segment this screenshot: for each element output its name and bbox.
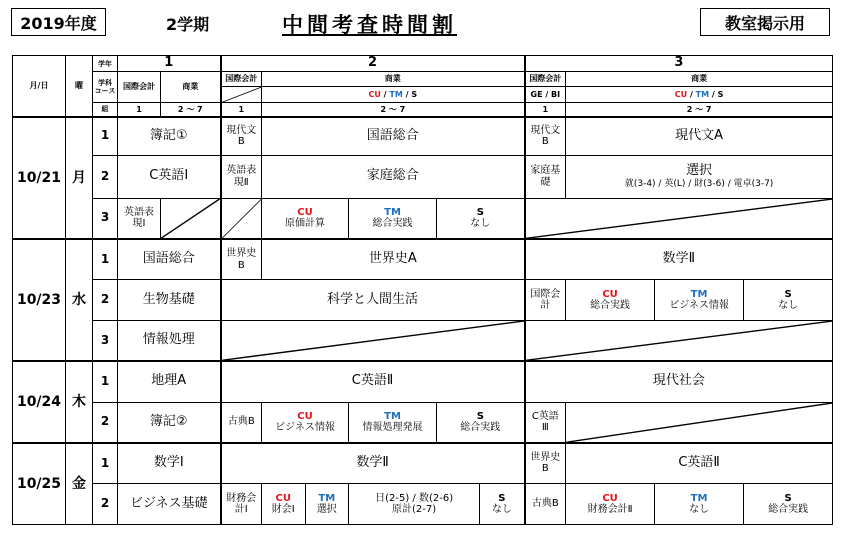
thu-p2-g2-tm-label: TM (384, 410, 401, 422)
page-title: 中間考査時間割 (282, 13, 457, 37)
wed-p2-g3-kokusai (525, 280, 566, 321)
exam-timetable (12, 55, 833, 525)
wed-p1-g2-kokusai (221, 239, 262, 280)
period-3: 3 (93, 198, 118, 239)
fri-p2-g2-kokusai-label: 財務会計Ⅰ (226, 492, 257, 516)
g3-tm: TM (695, 89, 710, 99)
wed-p1-g2-shogyo: 世界史A (262, 239, 525, 280)
fri-p2-g2-tm-detail (349, 484, 480, 524)
mon-p1-g2-kokusai-label: 現代文B (226, 124, 257, 148)
wed-p2-g3-s-subject: なし (778, 300, 799, 312)
grade-2: 2 (221, 56, 525, 72)
wed-p2-g3-tm-label: TM (690, 288, 708, 300)
mon-p3-g2-s-subject: なし (470, 218, 491, 230)
wed-p1-g1: 国語総合 (118, 239, 221, 280)
fri-p1-g3-kokusai (525, 443, 566, 484)
thu-p1-g1: 地理A (118, 361, 221, 402)
mon-p2-g3-sentaku-detail: 就(3-4) / 英(L) / 財(3-6) / 電卓(3-7) (624, 179, 774, 190)
fri-p2-g2-cu-subject: 財会Ⅰ (271, 504, 295, 516)
thu-p2-g2-s-label: S (476, 410, 484, 422)
period-1: 1 (93, 443, 118, 484)
thu-p2-g2-tm (349, 402, 437, 443)
period-3: 3 (93, 320, 118, 361)
wed-p2-g3-s-label: S (784, 288, 792, 300)
fri-p2-g3-tm-subject: なし (689, 504, 710, 516)
g3-kokusai: 国際会計 (525, 72, 566, 86)
wed-p2-g3-tm-subject: ビジネス情報 (669, 300, 729, 312)
thu-p2-g2-s (437, 402, 525, 443)
fri-p2-g2-detail-s-cell (349, 484, 525, 525)
mon-p3-g3-empty (525, 198, 833, 239)
slash: / (405, 89, 409, 99)
mon-p3-g2-cu-label: CU (297, 206, 313, 218)
fri-p2-g3-tm-label: TM (690, 492, 708, 504)
mon-p2-g2-kokusai-label: 英語表現Ⅱ (226, 165, 257, 188)
mon-p3-g2-tm-label: TM (384, 206, 401, 218)
grade-1: 1 (118, 56, 221, 72)
g2-cu: CU (368, 89, 381, 99)
g2-course-blank (221, 86, 262, 102)
thu-p1-g2: C英語Ⅱ (221, 361, 525, 402)
year-label: 2019年度 (20, 13, 97, 33)
mon-p1-g3-shogyo: 現代文A (566, 117, 833, 156)
fri-p2-g3-tm (655, 484, 744, 525)
fri-p2-g1: ビジネス基礎 (118, 484, 221, 525)
fri-p2-g2-tm (306, 484, 349, 524)
mon-p3-g2-s-label: S (476, 206, 484, 218)
thu-p2-g2-cu (262, 402, 349, 443)
wed-p3-g1: 情報処理 (118, 320, 221, 361)
g2-shogyo: 商業 (262, 72, 525, 86)
fri-p2-g2-s (480, 484, 523, 524)
wed-p2-g3-tm (655, 280, 744, 321)
mon-p2-g3-sentaku: 選択 (686, 163, 713, 179)
thu-p2-g3-kokusai (525, 402, 566, 443)
g3-cu: CU (674, 89, 688, 99)
wed-p1-g2-kokusai-label: 世界史B (226, 248, 257, 271)
mon-p3-g1-kokusai-label: 英語表現Ⅰ (124, 206, 154, 230)
g3-shogyo: 商業 (566, 72, 833, 86)
g2-kokusai: 国際会計 (221, 72, 262, 86)
fri-p2-g2-cu (262, 484, 306, 524)
thu-p2-g2-cu-subject: ビジネス情報 (275, 422, 335, 434)
fri-p2-g2-kokusai (221, 484, 262, 525)
thu-p2-g2-kokusai: 古典B (221, 402, 262, 443)
year-box (11, 8, 106, 36)
fri-p2-g2-tm-label: TM (318, 492, 336, 504)
thu-p2-g3-kokusai-label: C英語Ⅲ (531, 410, 559, 434)
mon-p1-g2-shogyo: 国語総合 (262, 117, 525, 156)
class-header: 組 (93, 102, 118, 116)
g3-class-2-7: 2 ～ 7 (566, 102, 833, 116)
fri-p2-g3-s-subject: 総合実践 (768, 504, 809, 516)
fri-p1-g3-shogyo: C英語Ⅱ (566, 443, 833, 484)
date-1024: 10/24 (13, 361, 66, 443)
weekday-1024: 木 (66, 361, 93, 443)
wed-p3-g3-empty (525, 320, 833, 361)
wed-p2-g3-s (744, 280, 833, 321)
mon-p3-g2-kokusai-empty (221, 198, 262, 239)
thu-p2-g1: 簿記② (118, 402, 221, 443)
fri-p2-g2-cu-label: CU (275, 492, 291, 504)
mon-p1-g1: 簿記① (118, 117, 221, 156)
mon-p2-g2-shogyo: 家庭総合 (262, 155, 525, 198)
weekday-1025: 金 (66, 443, 93, 525)
thu-p1-g3: 現代社会 (525, 361, 833, 402)
g1-kokusai: 国際会計 (118, 72, 161, 103)
mon-p3-g2-s (437, 198, 525, 239)
fri-p2-g2-s-subject: なし (491, 504, 512, 516)
wed-p2-g3-kokusai-label: 国際会計 (530, 288, 561, 312)
period-2: 2 (93, 280, 118, 321)
room-display-label: 教室掲示用 (724, 13, 805, 33)
wed-p2-g1: 生物基礎 (118, 280, 221, 321)
period-2: 2 (93, 484, 118, 525)
g1-class-1: 1 (118, 102, 161, 116)
semester-label: 2学期 (166, 15, 210, 34)
period-1: 1 (93, 239, 118, 280)
fri-p2-g2-tm-detail-1: 日(2-5) / 数(2-6) (375, 492, 454, 504)
period-1: 1 (93, 361, 118, 402)
mon-p2-g1: C英語Ⅰ (118, 155, 221, 198)
thu-p2-g3-empty (566, 402, 833, 443)
room-display-box (700, 8, 830, 36)
wed-p2-g3-cu-subject: 総合実践 (590, 300, 631, 312)
grade-header: 学年 (93, 56, 118, 72)
mon-p3-g2-cu-subject: 原価計算 (285, 218, 326, 230)
slash: / (383, 89, 387, 99)
mon-p2-g3-shogyo (566, 155, 833, 198)
g3-gebi: GE / BI (525, 86, 566, 102)
date-1023: 10/23 (13, 239, 66, 361)
fri-p2-g3-cu (566, 484, 655, 525)
fri-p2-g2-cu-tm-cell (262, 484, 349, 525)
mon-p3-g1-kokusai (118, 198, 161, 239)
mon-p1-g2-kokusai (221, 117, 262, 156)
mon-p3-g1-shogyo-empty (161, 198, 221, 239)
fri-p2-g3-kokusai: 古典B (525, 484, 566, 525)
fri-p2-g2-tm-subject: 選択 (316, 504, 337, 516)
mon-p2-g2-kokusai (221, 155, 262, 198)
wed-p2-g3-cu (566, 280, 655, 321)
wed-p2-g3-cu-label: CU (602, 288, 618, 300)
period-2: 2 (93, 402, 118, 443)
fri-p1-g3-kokusai-label: 世界史B (530, 451, 561, 475)
mon-p1-g3-kokusai-label: 現代文B (530, 124, 561, 148)
grade-3: 3 (525, 56, 833, 72)
fri-p1-g2: 数学Ⅱ (221, 443, 525, 484)
thu-p2-g2-s-subject: 総合実践 (460, 422, 501, 434)
period-1: 1 (93, 117, 118, 156)
fri-p2-g3-cu-subject: 財務会計Ⅱ (587, 504, 633, 516)
wed-p3-g2-empty (221, 320, 525, 361)
fri-p2-g3-cu-label: CU (602, 492, 618, 504)
slash: / (711, 89, 715, 99)
g2-class-2-7: 2 ～ 7 (262, 102, 525, 116)
weekday-header: 曜 (66, 56, 93, 117)
slash: / (689, 89, 693, 99)
g2-s: S (411, 89, 418, 99)
month-day-header: 月/日 (13, 56, 66, 117)
mon-p3-g2-tm (349, 198, 437, 239)
period-2: 2 (93, 155, 118, 198)
wed-p2-g2: 科学と人間生活 (221, 280, 525, 321)
g2-tm: TM (389, 89, 403, 99)
mon-p3-g2-tm-subject: 総合実践 (372, 218, 413, 230)
course-sub-label: コース (94, 87, 116, 96)
g2-class-1: 1 (221, 102, 262, 116)
mon-p2-g3-kokusai-label: 家庭基礎 (530, 165, 561, 188)
fri-p2-g2-s-label: S (498, 492, 506, 504)
mon-p2-g3-kokusai (525, 155, 566, 198)
mon-p3-g2-cu (262, 198, 349, 239)
fri-p1-g1: 数学Ⅰ (118, 443, 221, 484)
thu-p2-g2-tm-subject: 情報処理発展 (362, 422, 423, 434)
thu-p2-g2-cu-label: CU (297, 410, 313, 422)
g2-course-list (262, 86, 525, 102)
g1-class-2-7: 2 ～ 7 (161, 102, 221, 116)
fri-p2-g3-s (744, 484, 833, 525)
g3-s: S (717, 89, 724, 99)
course-header (93, 72, 118, 103)
weekday-1023: 水 (66, 239, 93, 361)
fri-p2-g3-s-label: S (784, 492, 792, 504)
g3-class-1: 1 (525, 102, 566, 116)
mon-p1-g3-kokusai (525, 117, 566, 156)
course-label: 学科 (98, 78, 112, 87)
date-1025: 10/25 (13, 443, 66, 525)
g1-shogyo: 商業 (161, 72, 221, 103)
fri-p2-g2-tm-detail-2: 原計(2-7) (392, 504, 437, 516)
date-1021: 10/21 (13, 117, 66, 239)
g3-course-list (566, 86, 833, 102)
weekday-1021: 月 (66, 117, 93, 239)
wed-p1-g3: 数学Ⅱ (525, 239, 833, 280)
